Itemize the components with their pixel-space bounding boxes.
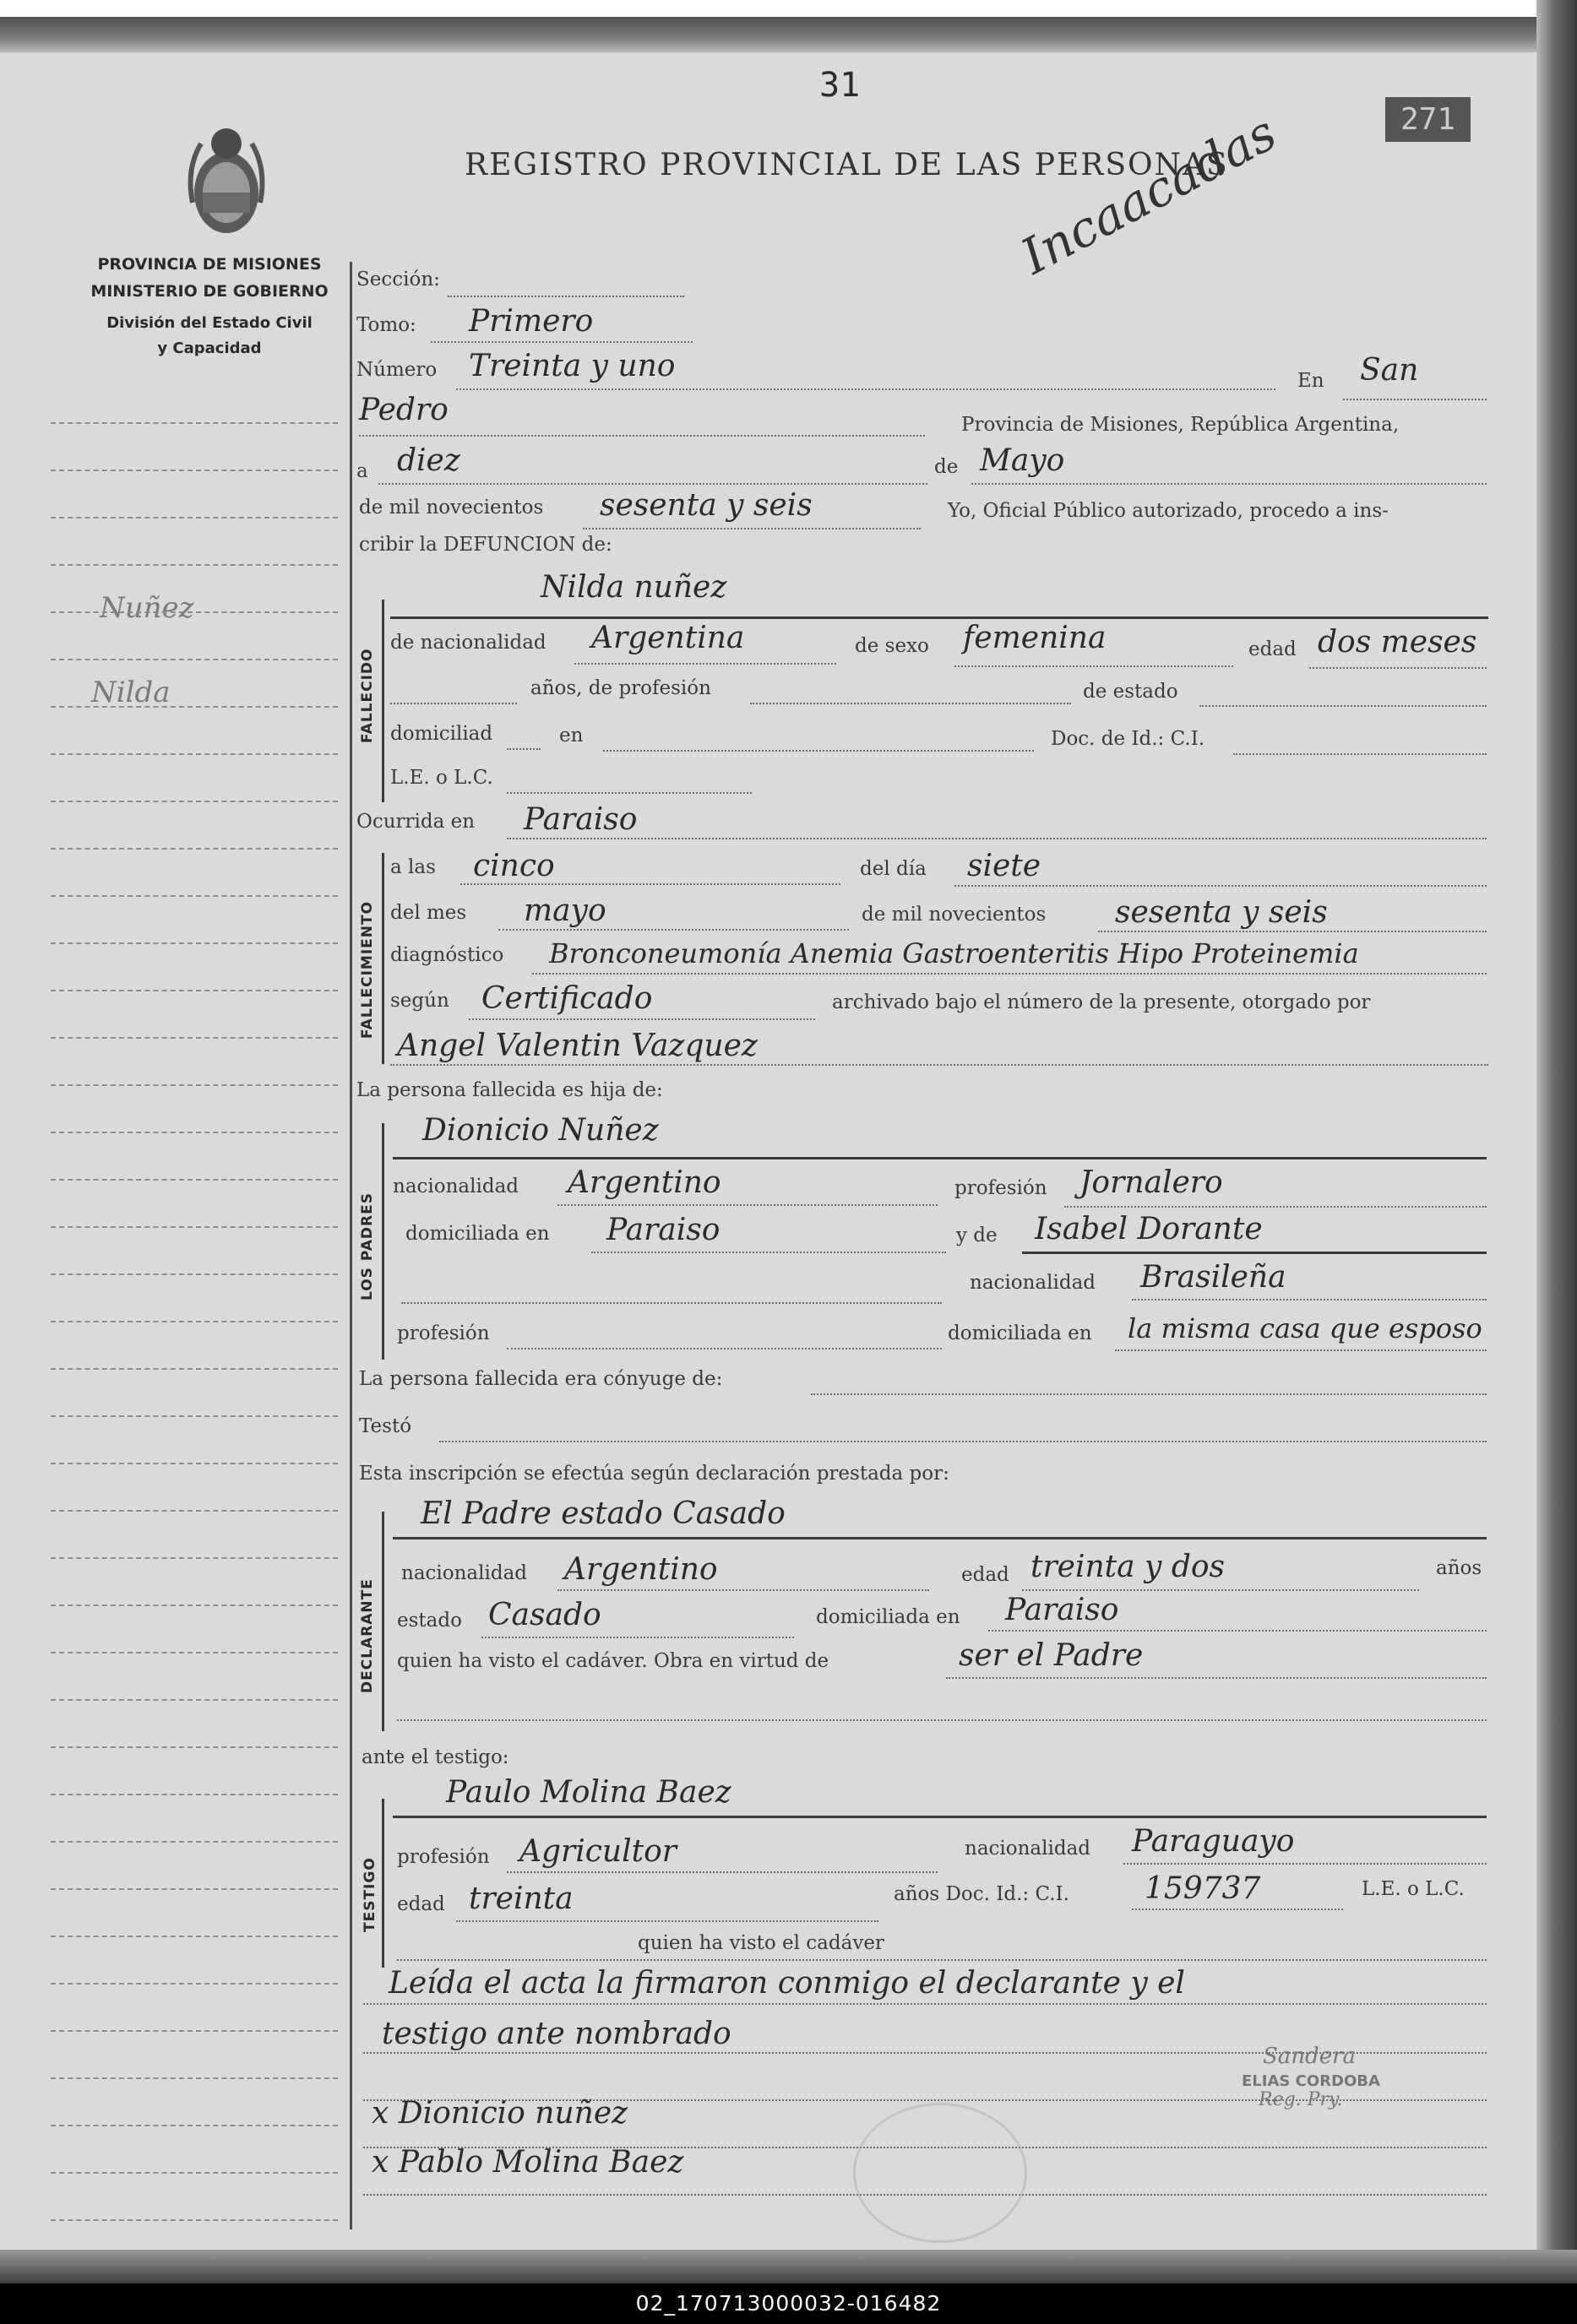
mil2-label: de mil novecientos [862, 904, 1047, 926]
stub-rule [51, 1794, 338, 1795]
mes-registro: Mayo [980, 443, 1065, 478]
madre-name-line [1022, 1252, 1487, 1254]
closing-line-1: Leída el acta la firmaron conmigo el declarante y el [389, 1966, 1185, 2001]
nac-padre-line [557, 1204, 938, 1206]
stub-rule [51, 1084, 338, 1086]
segun-line [469, 1018, 815, 1020]
anio-fallec-line [1098, 931, 1487, 932]
mes-line [971, 483, 1487, 485]
anio-fallec-value: sesenta y seis [1115, 895, 1328, 930]
stub-rule [51, 2030, 338, 2032]
dia-value: siete [967, 849, 1041, 883]
a-las-label: a las [390, 856, 436, 878]
conyuge-text: La persona fallecida era cónyuge de: [359, 1368, 723, 1390]
nac-padre-value: Argentino [568, 1165, 721, 1200]
prof-padre-label: profesión [954, 1177, 1047, 1199]
hora-line [460, 883, 840, 885]
ci-line [1132, 1909, 1343, 1910]
le-test-label: L.E. o L.C. [1362, 1878, 1465, 1900]
stub-rule [51, 895, 338, 897]
nac-decl-label: nacionalidad [401, 1562, 528, 1584]
tomo-value: Primero [469, 304, 594, 339]
official-signature-2: Reg. Pry. [1259, 2089, 1343, 2110]
section-fallecimiento: FALLECIMIENTO [359, 900, 376, 1039]
margin-note: Incaacadas [1012, 103, 1286, 285]
del-mes-label: del mes [390, 902, 467, 924]
testo-line [439, 1441, 1487, 1442]
closing-rule-1 [363, 2003, 1487, 2005]
org-line-capacity: y Capacidad [157, 339, 262, 357]
nac-padre-label: nacionalidad [393, 1176, 519, 1197]
numero-label: Número [356, 359, 438, 381]
estado-decl-label: estado [397, 1610, 462, 1632]
prof-madre-line [507, 1348, 942, 1349]
place-line [359, 435, 925, 437]
stub-rule [51, 1037, 338, 1039]
stub-given-name: Nilda [91, 676, 171, 709]
stub-rule [51, 1132, 338, 1133]
stub-rule [51, 2077, 338, 2079]
prof-madre-label: profesión [397, 1322, 490, 1344]
nac-decl-line [557, 1589, 929, 1591]
numero-value: Treinta y uno [469, 349, 676, 383]
visto-text: quien ha visto el cadáver. Obra en virtud de [397, 1650, 829, 1672]
stub-rule [51, 2219, 338, 2221]
nacionalidad-value: Argentina [591, 621, 745, 655]
stub-rule [51, 801, 338, 802]
stub-rule [51, 517, 338, 519]
image-caption: 02_170713000032-016482 [0, 2283, 1577, 2324]
stub-rule [51, 470, 338, 471]
dia-fallec-line [954, 885, 1487, 887]
book-right-edge [1536, 0, 1577, 2272]
seccion-label: Sección: [356, 269, 440, 290]
edad-test-label: edad [397, 1893, 445, 1915]
folio-number: 31 [819, 66, 861, 105]
stub-rule [51, 422, 338, 424]
anio-registro: sesenta y seis [600, 488, 813, 523]
stub-rule [51, 2172, 338, 2174]
book-bottom-edge [0, 2250, 1577, 2283]
stub-rule [51, 2125, 338, 2126]
visto2-text: quien ha visto el cadáver [638, 1932, 884, 1954]
stub-surname: Nuñez [100, 591, 194, 625]
nacionalidad-label: de nacionalidad [390, 632, 547, 654]
dia-line [378, 483, 927, 485]
ocurrida-label: Ocurrida en [356, 811, 476, 833]
domic-padre-line [591, 1252, 946, 1253]
stub-rule [51, 848, 338, 850]
section-declarante: DECLARANTE [359, 1578, 376, 1693]
estado-label: de estado [1083, 681, 1178, 703]
padre-name-line [393, 1157, 1487, 1159]
section-fallecido: FALLECIDO [359, 648, 376, 743]
org-line-province: PROVINCIA DE MISIONES [97, 255, 322, 274]
nac-test-label: nacionalidad [965, 1838, 1091, 1860]
deceased-name-line [390, 616, 1488, 619]
stub-rule [51, 1415, 338, 1417]
official-stamp: ELIAS CORDOBA [1242, 2072, 1380, 2090]
en-value: San [1360, 353, 1419, 388]
anios-prof-text: años, de profesión [530, 677, 711, 699]
sexo-line [954, 665, 1233, 667]
padres-blank-line [401, 1302, 942, 1304]
le-label: L.E. o L.C. [390, 767, 493, 789]
edad-line [1309, 667, 1487, 669]
place-continued: Pedro [359, 393, 449, 427]
seccion-line [448, 296, 684, 297]
official-seal [853, 2103, 1027, 2243]
stub-rule [51, 990, 338, 991]
virtud-value: ser el Padre [959, 1638, 1144, 1673]
domicilio-line [507, 748, 541, 750]
domic-madre-line [1115, 1349, 1487, 1351]
cribir-text: cribir la DEFUNCION de: [359, 534, 612, 556]
stub-rule [51, 1746, 338, 1748]
declaracion-text: Esta inscripción se efectúa según declaración prestada por: [359, 1463, 949, 1485]
signature-1: x Dionicio nuñez [372, 2096, 628, 2131]
stub-rule [51, 1368, 338, 1370]
le-line [507, 792, 752, 794]
madre-name: Isabel Dorante [1035, 1212, 1263, 1246]
diagnostico-value: Bronconeumonía Anemia Gastroenteritis Hipo Proteinemia [549, 937, 1359, 969]
padre-name: Dionicio Nuñez [422, 1113, 659, 1148]
stub-rule [51, 753, 338, 755]
closing-line-2: testigo ante nombrado [382, 2017, 731, 2051]
nacionalidad-line [574, 663, 836, 665]
coat-of-arms-icon [184, 118, 269, 245]
prof-test-label: profesión [397, 1846, 490, 1868]
en2-label: en [559, 725, 584, 747]
domic-decl-label: domiciliada en [816, 1606, 960, 1628]
fallecido-bar [382, 600, 384, 802]
de-label: de [934, 456, 959, 478]
prof-test-line [507, 1871, 938, 1873]
edad-decl-line [1022, 1589, 1419, 1591]
domic-padre-value: Paraiso [606, 1213, 721, 1247]
prof-padre-line [1064, 1206, 1487, 1208]
dia-registro: diez [397, 443, 460, 478]
testigo-blank-line [397, 1959, 1487, 1961]
medico-line [390, 1064, 1488, 1066]
org-line-division: División del Estado Civil [106, 314, 313, 332]
tomo-label: Tomo: [356, 314, 416, 336]
register-page [0, 17, 1537, 2272]
testigo-text: ante el testigo: [362, 1746, 509, 1768]
del-dia-label: del día [860, 858, 927, 880]
estado-line [1199, 705, 1487, 707]
domic-madre-label: domiciliada en [948, 1322, 1092, 1344]
stub-rule [51, 1557, 338, 1559]
fallecimiento-bar [382, 853, 384, 1064]
section-padres: LOS PADRES [359, 1192, 376, 1300]
nac-madre-value: Brasileña [1140, 1260, 1286, 1295]
stub-rule [51, 1983, 338, 1985]
stamp-number: 271 [1385, 97, 1471, 142]
domic-decl-line [988, 1630, 1487, 1632]
edad-test-line [456, 1920, 878, 1922]
anio-line [583, 528, 921, 529]
sexo-label: de sexo [855, 635, 929, 657]
conyuge-line [811, 1393, 1487, 1395]
stub-rule [51, 659, 338, 660]
archivado-text: archivado bajo el número de la presente, otorgado por [832, 991, 1371, 1013]
nac-decl-value: Argentino [564, 1552, 718, 1587]
estado-decl-value: Casado [488, 1598, 601, 1632]
edad-decl-value: treinta y dos [1030, 1550, 1226, 1584]
domic-madre-value: la misma casa que esposo [1128, 1312, 1482, 1344]
stub-column [41, 17, 345, 2255]
edad-value: dos meses [1318, 625, 1477, 660]
declarante-bar [382, 1512, 384, 1731]
domicilio-label: domiciliad [390, 723, 493, 745]
stub-rule [51, 1463, 338, 1464]
provincia-text: Provincia de Misiones, República Argentina, [961, 414, 1400, 436]
declarante-value: El Padre estado Casado [421, 1496, 786, 1531]
testo-label: Testó [359, 1415, 412, 1437]
doc-label: Doc. de Id.: C.I. [1051, 728, 1205, 750]
declarante-blank-line [397, 1719, 1487, 1721]
anios-doc-label: años Doc. Id.: C.I. [894, 1883, 1069, 1905]
a-label: a [356, 460, 368, 482]
testigo-bar [382, 1799, 384, 1968]
tomo-line [431, 341, 693, 343]
domic-decl-value: Paraiso [1005, 1593, 1119, 1627]
stub-rule [51, 1699, 338, 1701]
diagnostico-line [532, 973, 1487, 975]
ocurrida-line [507, 838, 1487, 839]
stub-rule [51, 1841, 338, 1843]
stub-rule [51, 564, 338, 566]
stub-rule [51, 706, 338, 708]
edad-test-value: treinta [469, 1881, 574, 1916]
stub-rule [51, 611, 338, 613]
stub-rule [51, 1652, 338, 1653]
stub-rule [51, 1888, 338, 1890]
org-line-ministry: MINISTERIO DE GOBIERNO [90, 282, 329, 301]
nac-test-value: Paraguayo [1132, 1824, 1295, 1859]
ci-value: 159737 [1145, 1871, 1261, 1906]
signature-2: x Pablo Molina Baez [372, 2145, 684, 2180]
en-label: En [1297, 370, 1324, 392]
en2-line [603, 750, 1034, 752]
domic-padre-label: domiciliada en [405, 1223, 550, 1245]
stub-rule [51, 1321, 338, 1322]
numero-line [456, 388, 1275, 390]
edad-label: edad [1248, 638, 1297, 660]
ocurrida-value: Paraiso [524, 802, 638, 837]
stub-rule [51, 1179, 338, 1181]
nac-madre-label: nacionalidad [970, 1272, 1096, 1294]
edad-decl-label: edad [961, 1564, 1009, 1586]
stub-rule [51, 1273, 338, 1275]
nac-madre-line [1132, 1299, 1487, 1300]
deceased-name: Nilda nuñez [541, 570, 727, 605]
segun-value: Certificado [481, 981, 653, 1016]
mil-label: de mil novecientos [359, 497, 544, 519]
en-line [1343, 399, 1487, 400]
diagnostico-label: diagnóstico [390, 944, 504, 966]
testigo-name-line [393, 1816, 1487, 1818]
prof-test-value: Agricultor [519, 1834, 677, 1869]
stub-rule [51, 1936, 338, 1937]
declarante-line [393, 1537, 1487, 1539]
medico-value: Angel Valentin Vazquez [397, 1029, 758, 1063]
section-testigo: TESTIGO [362, 1857, 378, 1932]
stub-rule [51, 1226, 338, 1228]
anios-decl-label: años [1436, 1557, 1482, 1579]
sexo-value: femenina [963, 621, 1107, 655]
padres-bar [382, 1123, 384, 1360]
stub-rule [51, 1605, 338, 1606]
testigo-name: Paulo Molina Baez [446, 1775, 731, 1810]
page-title: REGISTRO PROVINCIAL DE LAS PERSONAS [465, 148, 1229, 182]
hija-text: La persona fallecida es hija de: [356, 1079, 663, 1101]
virtud-line [946, 1677, 1487, 1679]
form-border [350, 262, 352, 2229]
profesion-line [750, 703, 1071, 704]
y-de-label: y de [956, 1224, 998, 1246]
prof-padre-value: Jornalero [1079, 1165, 1223, 1200]
official-signature: Sandera [1263, 2044, 1357, 2069]
nac-test-line [1123, 1863, 1487, 1865]
yo-text: Yo, Oficial Público autorizado, procedo a ins- [948, 500, 1389, 522]
mes-fallec-value: mayo [524, 893, 606, 928]
stub-rule [51, 942, 338, 944]
stub-rule [51, 1510, 338, 1512]
anios-line [390, 703, 517, 704]
segun-label: según [390, 990, 449, 1012]
estado-decl-line [481, 1637, 794, 1638]
doc-line [1233, 753, 1487, 755]
hora-value: cinco [473, 849, 555, 883]
mes-fallec-line [498, 929, 849, 931]
